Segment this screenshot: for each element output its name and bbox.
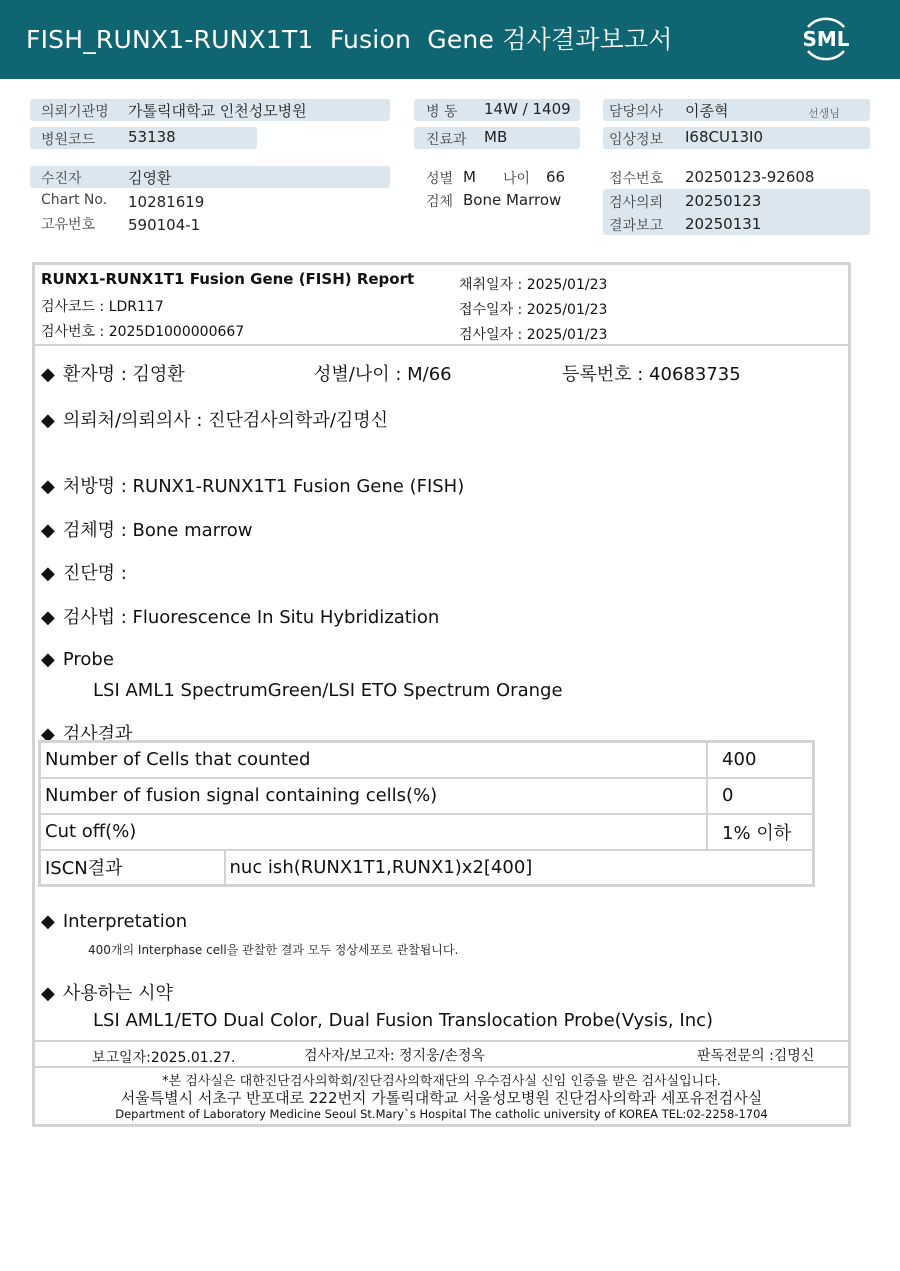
chart-value: 10281619 <box>128 193 205 211</box>
ward-value: 14W / 1409 <box>484 100 571 118</box>
table-row <box>40 742 814 778</box>
specialist: 판독전문의 :김명신 <box>697 1048 815 1064</box>
clinical-label: 임상정보 <box>609 132 664 148</box>
age-label: 나이 <box>503 171 531 187</box>
specimen-value: Bone Marrow <box>463 191 562 209</box>
diamond-icon: ◆ <box>41 476 55 497</box>
ward-label: 병 동 <box>426 104 458 120</box>
address-en: Department of Laboratory Medicine Seoul St.Mary`s Hospital The catholic university of KOREA TEL:02-2258-1704 <box>115 1107 768 1121</box>
patient-label: 수진자 <box>41 171 82 187</box>
diamond-icon: ◆ <box>41 410 55 431</box>
sex-age-text: 성별/나이 : M/66 <box>314 364 452 385</box>
diamond-icon: ◆ <box>41 911 55 932</box>
table-row <box>40 850 814 886</box>
clinical-value: I68CU13I0 <box>685 128 764 146</box>
diamond-icon: ◆ <box>41 607 55 628</box>
footer-divider <box>32 1040 851 1042</box>
reagent-title: 사용하는 시약 <box>62 983 173 1004</box>
patient-bar <box>30 166 390 188</box>
interp-value: 400개의 Interphase cell을 관찰한 결과 모두 정상세포로 관찰됩니다. <box>88 943 459 957</box>
method-text: 검사법 : Fluorescence In Situ Hybridization <box>62 607 440 628</box>
probe-line <box>41 649 114 670</box>
dept-label: 진료과 <box>426 132 467 148</box>
table-row <box>40 814 814 850</box>
method-line <box>41 603 439 629</box>
hospital-code-value: 53138 <box>128 128 176 146</box>
diamond-icon: ◆ <box>41 724 55 745</box>
prescription-text: 처방명 : RUNX1-RUNX1T1 Fusion Gene (FISH) <box>62 476 465 497</box>
requester-line <box>41 406 388 432</box>
diamond-icon: ◆ <box>41 649 55 670</box>
diagnosis-line <box>41 559 127 585</box>
specimen-text: 검체명 : Bone marrow <box>62 520 253 541</box>
report-title: RUNX1-RUNX1T1 Fusion Gene (FISH) Report <box>41 270 415 288</box>
receipt-label: 접수번호 <box>609 171 664 187</box>
report-test-date: 검사일자 : 2025/01/23 <box>459 327 608 343</box>
unique-value: 590104-1 <box>128 216 201 234</box>
specimen-line <box>41 516 252 542</box>
sml-logo <box>798 13 854 65</box>
report-date: 보고일자:2025.01.27. <box>92 1050 236 1066</box>
reagent-line <box>41 979 173 1005</box>
patient-name-text: 환자명 : 김영환 <box>62 364 185 385</box>
prescription-line <box>41 472 464 498</box>
table-cell-label: Cut off(%) <box>40 814 708 850</box>
report-test-no: 검사번호 : 2025D1000000667 <box>41 324 245 340</box>
doctor-label: 담당의사 <box>609 104 664 120</box>
diamond-icon: ◆ <box>41 520 55 541</box>
logo-text: SML <box>802 27 850 51</box>
result-title: 검사결과 <box>62 724 133 745</box>
report-header-divider <box>32 344 851 346</box>
iscn-value: nuc ish(RUNX1T1,RUNX1)x2[400] <box>225 850 814 886</box>
dept-value: MB <box>484 128 508 146</box>
probe-title: Probe <box>62 649 114 670</box>
table-cell-value: 0 <box>707 778 813 814</box>
table-cell-value: 1% 이하 <box>707 814 813 850</box>
tester: 검사자/보고자: 정지웅/손정옥 <box>304 1048 485 1064</box>
address: 서울특별시 서초구 반포대로 222번지 가톨릭대학교 서울성모병원 진단검사의학과 세포유전검사실 <box>120 1089 763 1107</box>
patient-value: 김영환 <box>128 169 172 187</box>
interp-line <box>41 911 187 932</box>
probe-value: LSI AML1 SpectrumGreen/LSI ETO Spectrum Orange <box>93 680 563 701</box>
sex-value: M <box>463 168 476 186</box>
table-cell-value: 400 <box>707 742 813 778</box>
report-collect-date: 채취일자 : 2025/01/23 <box>459 277 608 293</box>
doctor-value: 이종혁 <box>685 102 729 120</box>
diagnosis-text: 진단명 : <box>62 563 127 584</box>
iscn-label: ISCN결과 <box>40 850 225 886</box>
doctor-suffix: 선생님 <box>808 107 840 120</box>
result-value: 20250131 <box>685 215 762 233</box>
table-cell-label: Number of fusion signal containing cells(%) <box>40 778 708 814</box>
age-value: 66 <box>546 168 566 186</box>
reagent-value: LSI AML1/ETO Dual Color, Dual Fusion Translocation Probe(Vysis, Inc) <box>93 1010 714 1031</box>
page-title: FISH_RUNX1-RUNX1T1 Fusion Gene 검사결과보고서 <box>26 25 673 54</box>
result-label: 결과보고 <box>609 218 664 234</box>
institution-value: 가톨릭대학교 인천성모병원 <box>128 102 307 120</box>
patient-name-line <box>41 360 185 386</box>
diamond-icon: ◆ <box>41 364 55 385</box>
table-row <box>40 778 814 814</box>
interp-title: Interpretation <box>62 911 188 932</box>
diamond-icon: ◆ <box>41 563 55 584</box>
requester-text: 의뢰처/의뢰의사 : 진단검사의학과/김명신 <box>62 410 389 431</box>
table-cell-label: Number of Cells that counted <box>40 742 708 778</box>
report-receive-date: 접수일자 : 2025/01/23 <box>459 302 608 318</box>
request-label: 검사의뢰 <box>609 195 664 211</box>
diamond-icon: ◆ <box>41 983 55 1004</box>
receipt-value: 20250123-92608 <box>685 168 815 186</box>
reg-no-text: 등록번호 : 40683735 <box>562 364 741 385</box>
unique-label: 고유번호 <box>41 217 96 233</box>
sex-label: 성별 <box>426 171 454 187</box>
hospital-code-label: 병원코드 <box>41 132 96 148</box>
header-bar <box>0 0 900 79</box>
results-table <box>38 740 815 887</box>
footer-divider <box>32 1066 851 1068</box>
institution-label: 의뢰기관명 <box>41 104 109 120</box>
request-value: 20250123 <box>685 192 762 210</box>
report-test-code: 검사코드 : LDR117 <box>41 299 164 315</box>
chart-label: Chart No. <box>41 192 108 208</box>
cert-note: *본 검사실은 대한진단검사의학회/진단검사의학재단의 우수검사실 신임 인증을 받은 검사실입니다. <box>162 1074 721 1089</box>
specimen-label: 검체 <box>426 194 454 210</box>
